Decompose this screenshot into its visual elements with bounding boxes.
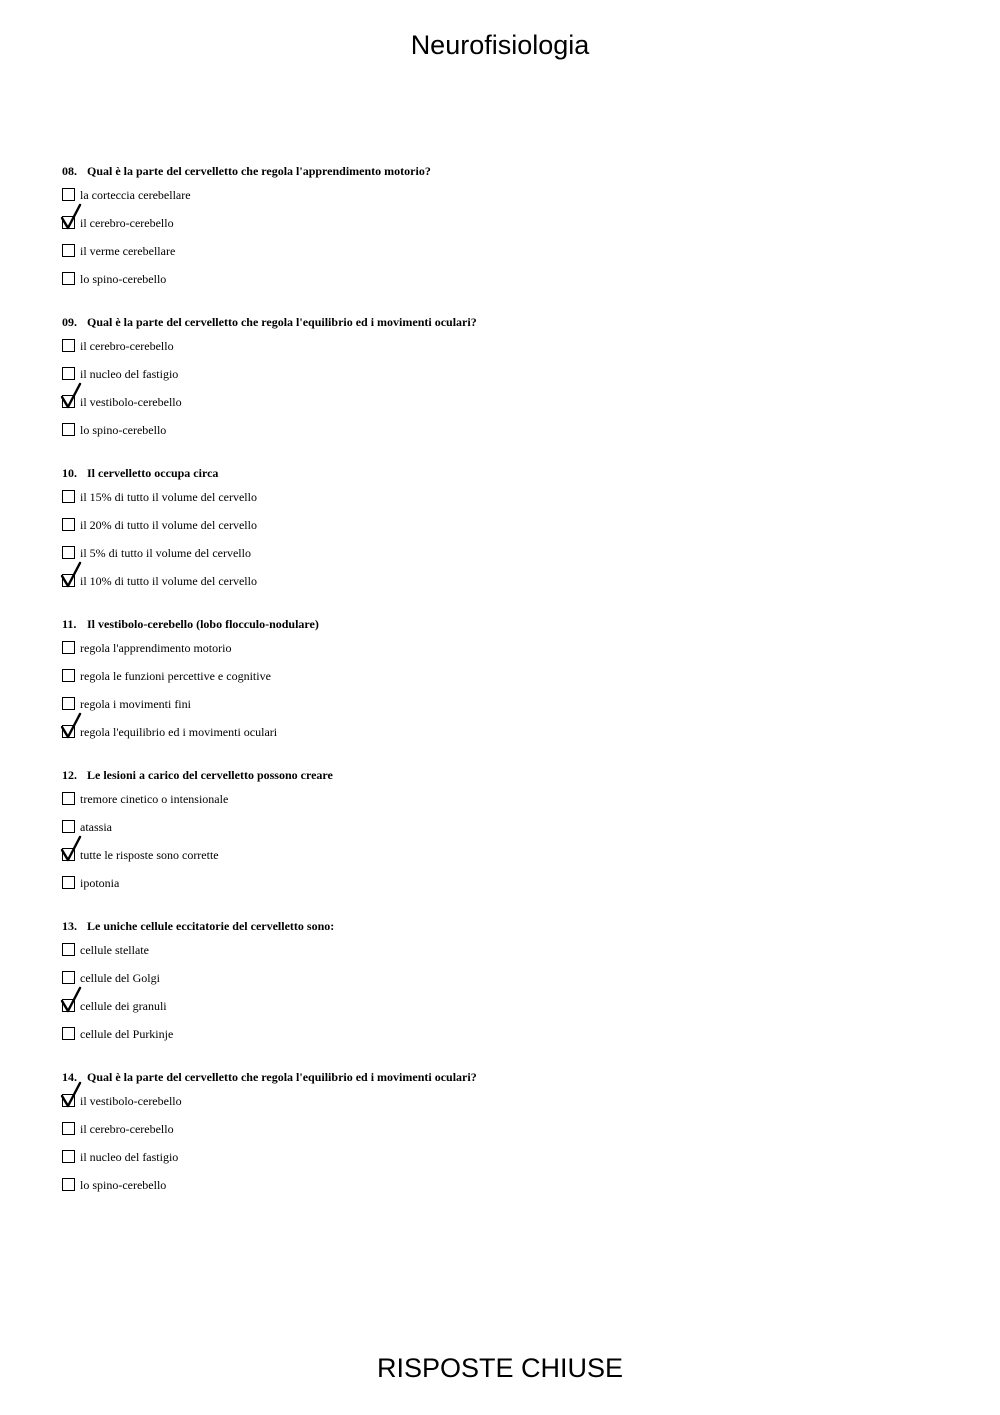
option-item[interactable] (62, 272, 962, 300)
option-item[interactable] (62, 725, 962, 753)
option-label: lo spino-cerebello (80, 1178, 167, 1192)
option-item[interactable] (62, 943, 962, 971)
option-item[interactable] (62, 792, 962, 820)
option-item[interactable] (62, 876, 962, 904)
option-list (62, 943, 962, 1055)
option-item[interactable] (62, 1094, 962, 1122)
option-item[interactable] (62, 848, 962, 876)
option-label: il 15% di tutto il volume del cervello (80, 490, 257, 504)
option-label: ipotonia (80, 876, 120, 890)
question-text: Qual è la parte del cervelletto che regola l'equilibrio ed i movimenti oculari? (87, 315, 477, 329)
option-label: cellule stellate (80, 943, 149, 957)
option-list (62, 188, 962, 300)
checkbox[interactable] (62, 971, 75, 984)
question-heading (62, 162, 962, 180)
option-label: il cerebro-cerebello (80, 1122, 174, 1136)
option-list (62, 339, 962, 451)
option-label: il cerebro-cerebello (80, 216, 174, 230)
option-list (62, 641, 962, 753)
question-heading (62, 1068, 962, 1086)
checkbox[interactable] (62, 1150, 75, 1163)
option-item[interactable] (62, 216, 962, 244)
option-item[interactable] (62, 971, 962, 999)
option-label: il 5% di tutto il volume del cervello (80, 546, 251, 560)
question-number: 12. (62, 768, 77, 782)
option-item[interactable] (62, 188, 962, 216)
option-label: lo spino-cerebello (80, 272, 167, 286)
checkbox[interactable] (62, 943, 75, 956)
checkbox[interactable] (62, 792, 75, 805)
question-10 (62, 464, 962, 615)
option-label: tremore cinetico o intensionale (80, 792, 229, 806)
option-label: il verme cerebellare (80, 244, 176, 258)
checkbox[interactable] (62, 1122, 75, 1135)
question-text: Il cervelletto occupa circa (87, 466, 219, 480)
option-item[interactable] (62, 546, 962, 574)
quiz-list (62, 162, 962, 1219)
option-label: la corteccia cerebellare (80, 188, 191, 202)
option-item[interactable] (62, 423, 962, 451)
checkbox[interactable] (62, 546, 75, 559)
option-item[interactable] (62, 395, 962, 423)
question-08 (62, 162, 962, 313)
option-label: regola i movimenti fini (80, 697, 191, 711)
option-list (62, 490, 962, 602)
question-text: Le uniche cellule eccitatorie del cervelletto sono: (87, 919, 335, 933)
option-list (62, 792, 962, 904)
question-13 (62, 917, 962, 1068)
option-label: il 10% di tutto il volume del cervello (80, 574, 257, 588)
option-label: cellule del Purkinje (80, 1027, 174, 1041)
option-item[interactable] (62, 1178, 962, 1206)
checkbox[interactable] (62, 820, 75, 833)
option-item[interactable] (62, 244, 962, 272)
option-item[interactable] (62, 1027, 962, 1055)
checkbox[interactable] (62, 423, 75, 436)
checkbox[interactable] (62, 490, 75, 503)
question-number: 14. (62, 1070, 77, 1084)
option-item[interactable] (62, 518, 962, 546)
option-item[interactable] (62, 641, 962, 669)
checkbox[interactable] (62, 697, 75, 710)
checkbox[interactable] (62, 188, 75, 201)
question-heading (62, 917, 962, 935)
question-number: 10. (62, 466, 77, 480)
question-text: Le lesioni a carico del cervelletto possono creare (87, 768, 333, 782)
option-item[interactable] (62, 339, 962, 367)
question-number: 08. (62, 164, 77, 178)
checkbox[interactable] (62, 272, 75, 285)
option-label: il vestibolo-cerebello (80, 395, 182, 409)
option-label: regola l'equilibrio ed i movimenti oculari (80, 725, 278, 739)
question-text: Il vestibolo-cerebello (lobo flocculo-nodulare) (87, 617, 319, 631)
checkbox[interactable] (62, 876, 75, 889)
option-label: il 20% di tutto il volume del cervello (80, 518, 257, 532)
checkbox[interactable] (62, 244, 75, 257)
option-item[interactable] (62, 490, 962, 518)
question-text: Qual è la parte del cervelletto che regola l'equilibrio ed i movimenti oculari? (87, 1070, 477, 1084)
checkbox[interactable] (62, 518, 75, 531)
checkbox[interactable] (62, 339, 75, 352)
question-heading (62, 464, 962, 482)
question-number: 11. (62, 617, 77, 631)
option-label: lo spino-cerebello (80, 423, 167, 437)
checkbox[interactable] (62, 1027, 75, 1040)
option-item[interactable] (62, 1122, 962, 1150)
option-label: il nucleo del fastigio (80, 367, 179, 381)
question-heading (62, 313, 962, 331)
page-title: Neurofisiologia (410, 30, 590, 60)
option-item[interactable] (62, 669, 962, 697)
option-item[interactable] (62, 697, 962, 725)
question-number: 13. (62, 919, 77, 933)
option-label: cellule del Golgi (80, 971, 160, 985)
question-text: Qual è la parte del cervelletto che regola l'apprendimento motorio? (87, 164, 431, 178)
question-heading (62, 766, 962, 784)
option-label: cellule dei granuli (80, 999, 167, 1013)
option-label: regola l'apprendimento motorio (80, 641, 232, 655)
checkbox[interactable] (62, 367, 75, 380)
option-list (62, 1094, 962, 1206)
checkbox[interactable] (62, 669, 75, 682)
option-item[interactable] (62, 1150, 962, 1178)
checkbox[interactable] (62, 641, 75, 654)
option-label: atassia (80, 820, 112, 834)
question-11 (62, 615, 962, 766)
option-item[interactable] (62, 999, 962, 1027)
page-footer: RISPOSTE CHIUSE (376, 1353, 624, 1383)
option-item[interactable] (62, 820, 962, 848)
option-label: regola le funzioni percettive e cognitive (80, 669, 271, 683)
option-label: il nucleo del fastigio (80, 1150, 179, 1164)
question-14 (62, 1068, 962, 1219)
question-12 (62, 766, 962, 917)
checkbox[interactable] (62, 1178, 75, 1191)
question-09 (62, 313, 962, 464)
option-item[interactable] (62, 574, 962, 602)
option-label: il cerebro-cerebello (80, 339, 174, 353)
option-label: tutte le risposte sono corrette (80, 848, 219, 862)
question-heading (62, 615, 962, 633)
option-item[interactable] (62, 367, 962, 395)
question-number: 09. (62, 315, 77, 329)
option-label: il vestibolo-cerebello (80, 1094, 182, 1108)
